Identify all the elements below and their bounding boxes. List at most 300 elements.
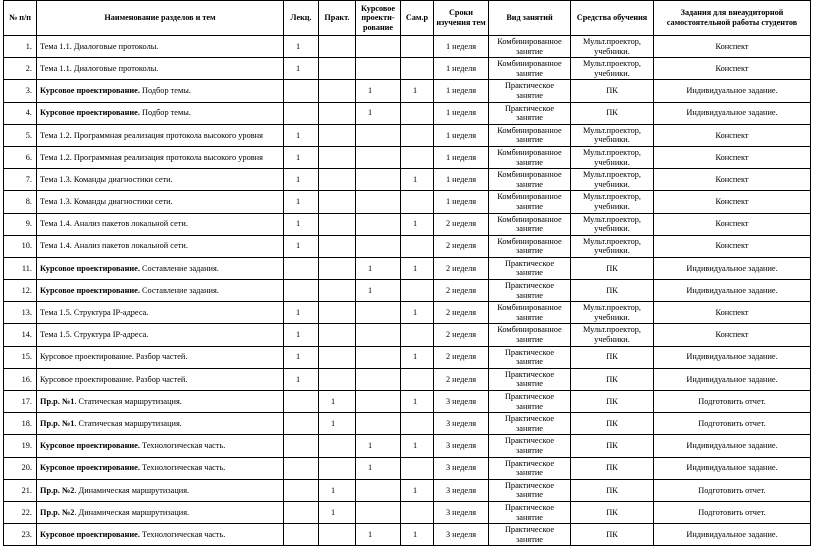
row-number: 16.	[4, 368, 37, 390]
row-topic-text: Тема 1.3. Команды диагностики сети.	[40, 174, 173, 184]
row-number: 20.	[4, 457, 37, 479]
row-means: ПК	[571, 368, 654, 390]
row-topic-text: Технологическая часть.	[139, 529, 226, 539]
row-term: 3 неделя	[434, 457, 489, 479]
row-lesson-type: Комбинированное занятие	[489, 213, 571, 235]
row-task: Индивидуальное задание.	[654, 257, 811, 279]
row-course-hours	[356, 324, 401, 346]
row-pract-hours	[319, 435, 356, 457]
row-lesson-type: Комбинированное занятие	[489, 191, 571, 213]
row-topic-bold: Курсовое проектирование.	[40, 285, 140, 295]
row-means: ПК	[571, 501, 654, 523]
row-means: Мульт.проектор, учебники.	[571, 58, 654, 80]
row-lesson-type: Практическое занятие	[489, 368, 571, 390]
table-row	[4, 479, 811, 501]
row-topic	[37, 191, 284, 213]
row-self-hours: 1	[401, 169, 434, 191]
row-term: 2 неделя	[434, 368, 489, 390]
row-term: 1 неделя	[434, 36, 489, 58]
row-number: 6.	[4, 146, 37, 168]
row-number: 4.	[4, 102, 37, 124]
table-row	[4, 413, 811, 435]
header-course: Курсовое проекти-рование	[356, 1, 401, 36]
row-task: Конспект	[654, 302, 811, 324]
row-topic-text: Курсовое проектирование. Разбор частей.	[40, 352, 188, 362]
schedule-table	[3, 0, 811, 546]
schedule-sheet	[3, 0, 811, 546]
row-pract-hours	[319, 324, 356, 346]
row-number: 2.	[4, 58, 37, 80]
row-topic-text: Подбор темы.	[139, 86, 191, 96]
row-lect-hours	[284, 80, 319, 102]
row-term: 1 неделя	[434, 146, 489, 168]
row-means: Мульт.проектор, учебники.	[571, 191, 654, 213]
table-row	[4, 346, 811, 368]
row-lesson-type: Практическое занятие	[489, 102, 571, 124]
row-lesson-type: Практическое занятие	[489, 346, 571, 368]
row-topic-bold: Курсовое проектирование.	[40, 529, 140, 539]
row-topic	[37, 457, 284, 479]
row-topic-text: Курсовое проектирование. Разбор частей.	[40, 374, 188, 384]
row-self-hours	[401, 102, 434, 124]
row-lect-hours: 1	[284, 213, 319, 235]
row-self-hours	[401, 58, 434, 80]
row-lect-hours	[284, 257, 319, 279]
row-topic-bold: Пр.р. №1	[40, 396, 75, 406]
row-self-hours	[401, 501, 434, 523]
row-term: 3 неделя	[434, 391, 489, 413]
row-lesson-type: Комбинированное занятие	[489, 58, 571, 80]
row-course-hours	[356, 368, 401, 390]
row-term: 3 неделя	[434, 435, 489, 457]
row-lect-hours	[284, 479, 319, 501]
row-lect-hours	[284, 391, 319, 413]
row-number: 5.	[4, 124, 37, 146]
row-pract-hours: 1	[319, 391, 356, 413]
row-course-hours: 1	[356, 457, 401, 479]
row-pract-hours	[319, 102, 356, 124]
row-course-hours: 1	[356, 435, 401, 457]
row-topic	[37, 501, 284, 523]
row-number: 7.	[4, 169, 37, 191]
row-course-hours	[356, 501, 401, 523]
row-term: 3 неделя	[434, 524, 489, 546]
row-topic-text: Тема 1.1. Диалоговые протоколы.	[40, 41, 159, 51]
row-topic-text: Тема 1.4. Анализ пакетов локальной сети.	[40, 241, 188, 251]
row-means: ПК	[571, 80, 654, 102]
row-topic-text: Составление задания.	[139, 263, 219, 273]
row-topic	[37, 435, 284, 457]
row-course-hours	[356, 302, 401, 324]
table-row	[4, 257, 811, 279]
row-topic-text: Технологическая часть.	[139, 441, 226, 451]
table-row	[4, 501, 811, 523]
table-row	[4, 36, 811, 58]
table-row	[4, 58, 811, 80]
row-topic-bold: Пр.р. №2	[40, 485, 75, 495]
row-pract-hours	[319, 146, 356, 168]
row-term: 2 неделя	[434, 280, 489, 302]
row-term: 2 неделя	[434, 213, 489, 235]
table-row	[4, 191, 811, 213]
row-topic-text: Тема 1.2. Программная реализация протокола высокого уровня	[40, 130, 263, 140]
row-topic-bold: Пр.р. №1	[40, 418, 75, 428]
row-term: 2 неделя	[434, 257, 489, 279]
row-number: 1.	[4, 36, 37, 58]
row-topic	[37, 302, 284, 324]
row-course-hours	[356, 346, 401, 368]
row-lect-hours	[284, 457, 319, 479]
row-pract-hours	[319, 302, 356, 324]
row-number: 18.	[4, 413, 37, 435]
row-topic	[37, 124, 284, 146]
row-lect-hours: 1	[284, 368, 319, 390]
row-number: 10.	[4, 235, 37, 257]
row-task: Подготовить отчет.	[654, 501, 811, 523]
row-lesson-type: Комбинированное занятие	[489, 324, 571, 346]
row-pract-hours	[319, 280, 356, 302]
row-task: Индивидуальное задание.	[654, 457, 811, 479]
row-self-hours: 1	[401, 213, 434, 235]
table-row	[4, 80, 811, 102]
row-term: 1 неделя	[434, 58, 489, 80]
row-lect-hours: 1	[284, 36, 319, 58]
row-pract-hours	[319, 346, 356, 368]
row-lect-hours	[284, 280, 319, 302]
row-lect-hours: 1	[284, 169, 319, 191]
row-means: ПК	[571, 280, 654, 302]
row-self-hours: 1	[401, 435, 434, 457]
row-lect-hours: 1	[284, 235, 319, 257]
row-topic	[37, 524, 284, 546]
row-topic-bold: Курсовое проектирование.	[40, 441, 140, 451]
row-means: Мульт.проектор, учебники.	[571, 124, 654, 146]
row-course-hours: 1	[356, 102, 401, 124]
row-self-hours	[401, 413, 434, 435]
row-means: Мульт.проектор, учебники.	[571, 213, 654, 235]
row-lect-hours	[284, 524, 319, 546]
table-row	[4, 213, 811, 235]
row-self-hours	[401, 124, 434, 146]
row-topic-text: Тема 1.5. Структура IP-адреса.	[40, 330, 149, 340]
row-course-hours: 1	[356, 257, 401, 279]
row-term: 1 неделя	[434, 102, 489, 124]
row-number: 3.	[4, 80, 37, 102]
table-row	[4, 391, 811, 413]
row-pract-hours: 1	[319, 501, 356, 523]
row-task: Подготовить отчет.	[654, 413, 811, 435]
header-terms: Сроки изучения тем	[434, 1, 489, 36]
table-row	[4, 124, 811, 146]
row-term: 2 неделя	[434, 235, 489, 257]
row-lect-hours: 1	[284, 346, 319, 368]
row-topic	[37, 235, 284, 257]
row-term: 3 неделя	[434, 413, 489, 435]
row-number: 13.	[4, 302, 37, 324]
row-self-hours: 1	[401, 80, 434, 102]
row-lesson-type: Комбинированное занятие	[489, 302, 571, 324]
row-lesson-type: Практическое занятие	[489, 479, 571, 501]
row-topic	[37, 102, 284, 124]
row-lesson-type: Комбинированное занятие	[489, 146, 571, 168]
row-lect-hours	[284, 102, 319, 124]
table-row	[4, 280, 811, 302]
row-task: Конспект	[654, 324, 811, 346]
row-self-hours	[401, 280, 434, 302]
row-topic	[37, 413, 284, 435]
row-task: Конспект	[654, 36, 811, 58]
row-pract-hours: 1	[319, 479, 356, 501]
row-self-hours	[401, 191, 434, 213]
row-term: 2 неделя	[434, 346, 489, 368]
row-pract-hours	[319, 257, 356, 279]
table-row	[4, 524, 811, 546]
row-task: Конспект	[654, 213, 811, 235]
header-self: Сам.р	[401, 1, 434, 36]
header-tasks: Задания для внеаудиторной самостоятельной работы студентов	[654, 1, 811, 36]
row-topic	[37, 479, 284, 501]
row-lect-hours: 1	[284, 58, 319, 80]
row-task: Конспект	[654, 124, 811, 146]
row-topic-text: . Динамическая маршрутизация.	[74, 485, 190, 495]
row-means: Мульт.проектор, учебники.	[571, 36, 654, 58]
row-task: Индивидуальное задание.	[654, 435, 811, 457]
row-topic	[37, 36, 284, 58]
row-lect-hours	[284, 413, 319, 435]
row-topic	[37, 257, 284, 279]
row-pract-hours	[319, 235, 356, 257]
row-means: Мульт.проектор, учебники.	[571, 302, 654, 324]
row-lesson-type: Комбинированное занятие	[489, 124, 571, 146]
row-topic-text: Тема 1.3. Команды диагностики сети.	[40, 197, 173, 207]
row-course-hours: 1	[356, 80, 401, 102]
row-lesson-type: Практическое занятие	[489, 435, 571, 457]
row-pract-hours	[319, 169, 356, 191]
row-task: Индивидуальное задание.	[654, 524, 811, 546]
row-number: 15.	[4, 346, 37, 368]
row-pract-hours	[319, 213, 356, 235]
row-topic	[37, 280, 284, 302]
row-topic-text: Тема 1.5. Структура IP-адреса.	[40, 308, 149, 318]
row-number: 9.	[4, 213, 37, 235]
row-number: 11.	[4, 257, 37, 279]
row-course-hours	[356, 58, 401, 80]
row-task: Индивидуальное задание.	[654, 102, 811, 124]
row-course-hours	[356, 235, 401, 257]
row-number: 8.	[4, 191, 37, 213]
table-row	[4, 169, 811, 191]
row-task: Индивидуальное задание.	[654, 368, 811, 390]
row-pract-hours	[319, 457, 356, 479]
row-lesson-type: Практическое занятие	[489, 501, 571, 523]
row-topic-bold: Курсовое проектирование.	[40, 463, 140, 473]
row-means: ПК	[571, 102, 654, 124]
row-means: Мульт.проектор, учебники.	[571, 324, 654, 346]
row-lect-hours: 1	[284, 324, 319, 346]
row-topic-text: Тема 1.4. Анализ пакетов локальной сети.	[40, 219, 188, 229]
row-means: ПК	[571, 346, 654, 368]
row-self-hours: 1	[401, 257, 434, 279]
row-task: Индивидуальное задание.	[654, 346, 811, 368]
row-task: Индивидуальное задание.	[654, 80, 811, 102]
header-lect: Лекц.	[284, 1, 319, 36]
row-topic	[37, 213, 284, 235]
row-means: ПК	[571, 413, 654, 435]
row-course-hours	[356, 36, 401, 58]
row-term: 3 неделя	[434, 501, 489, 523]
row-topic-text: Технологическая часть.	[139, 463, 226, 473]
row-topic-text: . Статическая маршрутизация.	[74, 418, 182, 428]
table-row	[4, 146, 811, 168]
row-course-hours	[356, 391, 401, 413]
table-row	[4, 435, 811, 457]
row-pract-hours	[319, 58, 356, 80]
row-course-hours	[356, 124, 401, 146]
row-lesson-type: Практическое занятие	[489, 280, 571, 302]
row-topic	[37, 391, 284, 413]
row-topic	[37, 169, 284, 191]
row-task: Конспект	[654, 191, 811, 213]
row-task: Подготовить отчет.	[654, 479, 811, 501]
row-task: Конспект	[654, 235, 811, 257]
row-means: Мульт.проектор, учебники.	[571, 146, 654, 168]
row-task: Конспект	[654, 146, 811, 168]
row-course-hours: 1	[356, 280, 401, 302]
row-self-hours	[401, 36, 434, 58]
row-means: ПК	[571, 391, 654, 413]
row-lesson-type: Практическое занятие	[489, 457, 571, 479]
row-topic	[37, 58, 284, 80]
row-means: ПК	[571, 435, 654, 457]
row-lesson-type: Практическое занятие	[489, 80, 571, 102]
row-lect-hours	[284, 501, 319, 523]
row-lesson-type: Практическое занятие	[489, 257, 571, 279]
row-self-hours: 1	[401, 391, 434, 413]
row-means: Мульт.проектор, учебники.	[571, 235, 654, 257]
schedule-body	[4, 36, 811, 546]
row-topic-bold: Пр.р. №2	[40, 507, 75, 517]
row-topic-text: Тема 1.2. Программная реализация протокола высокого уровня	[40, 152, 263, 162]
row-means: ПК	[571, 524, 654, 546]
row-topic-text: Подбор темы.	[139, 108, 191, 118]
row-course-hours	[356, 146, 401, 168]
row-term: 1 неделя	[434, 191, 489, 213]
row-pract-hours	[319, 191, 356, 213]
row-topic-text: Составление задания.	[139, 285, 219, 295]
row-course-hours	[356, 479, 401, 501]
row-self-hours	[401, 457, 434, 479]
row-topic-bold: Курсовое проектирование.	[40, 86, 140, 96]
row-number: 21.	[4, 479, 37, 501]
row-lect-hours: 1	[284, 302, 319, 324]
row-pract-hours	[319, 36, 356, 58]
row-topic-text: Тема 1.1. Диалоговые протоколы.	[40, 63, 159, 73]
row-number: 22.	[4, 501, 37, 523]
header-pract: Практ.	[319, 1, 356, 36]
row-topic-text: . Статическая маршрутизация.	[74, 396, 182, 406]
row-number: 12.	[4, 280, 37, 302]
row-means: ПК	[571, 479, 654, 501]
row-self-hours	[401, 324, 434, 346]
row-pract-hours	[319, 124, 356, 146]
row-lesson-type: Комбинированное занятие	[489, 36, 571, 58]
row-pract-hours: 1	[319, 413, 356, 435]
row-topic	[37, 80, 284, 102]
row-topic-bold: Курсовое проектирование.	[40, 108, 140, 118]
row-task: Конспект	[654, 58, 811, 80]
row-topic	[37, 368, 284, 390]
row-course-hours	[356, 191, 401, 213]
row-pract-hours	[319, 368, 356, 390]
row-topic	[37, 346, 284, 368]
row-course-hours	[356, 169, 401, 191]
row-number: 17.	[4, 391, 37, 413]
row-term: 1 неделя	[434, 80, 489, 102]
row-self-hours	[401, 368, 434, 390]
table-row	[4, 302, 811, 324]
row-task: Конспект	[654, 169, 811, 191]
row-term: 3 неделя	[434, 479, 489, 501]
row-self-hours: 1	[401, 479, 434, 501]
row-lect-hours: 1	[284, 146, 319, 168]
row-self-hours	[401, 146, 434, 168]
table-row	[4, 102, 811, 124]
row-self-hours	[401, 235, 434, 257]
row-means: ПК	[571, 257, 654, 279]
header-name: Наименование разделов и тем	[37, 1, 284, 36]
table-row	[4, 457, 811, 479]
row-lesson-type: Комбинированное занятие	[489, 169, 571, 191]
row-course-hours	[356, 213, 401, 235]
table-row	[4, 324, 811, 346]
table-row	[4, 368, 811, 390]
row-means: ПК	[571, 457, 654, 479]
row-term: 1 неделя	[434, 169, 489, 191]
row-self-hours: 1	[401, 346, 434, 368]
row-pract-hours	[319, 80, 356, 102]
row-pract-hours	[319, 524, 356, 546]
row-course-hours	[356, 413, 401, 435]
row-topic	[37, 146, 284, 168]
row-lect-hours: 1	[284, 191, 319, 213]
row-term: 2 неделя	[434, 324, 489, 346]
row-number: 14.	[4, 324, 37, 346]
row-topic	[37, 324, 284, 346]
row-course-hours: 1	[356, 524, 401, 546]
row-number: 23.	[4, 524, 37, 546]
row-lect-hours	[284, 435, 319, 457]
row-self-hours: 1	[401, 302, 434, 324]
row-means: Мульт.проектор, учебники.	[571, 169, 654, 191]
row-lesson-type: Практическое занятие	[489, 413, 571, 435]
row-task: Индивидуальное задание.	[654, 280, 811, 302]
header-type: Вид занятий	[489, 1, 571, 36]
row-term: 1 неделя	[434, 124, 489, 146]
row-lesson-type: Комбинированное занятие	[489, 235, 571, 257]
row-topic-text: . Динамическая маршрутизация.	[74, 507, 190, 517]
row-number: 19.	[4, 435, 37, 457]
row-lesson-type: Практическое занятие	[489, 391, 571, 413]
row-topic-bold: Курсовое проектирование.	[40, 263, 140, 273]
row-self-hours: 1	[401, 524, 434, 546]
row-term: 2 неделя	[434, 302, 489, 324]
header-means: Средства обучения	[571, 1, 654, 36]
header-row	[4, 1, 811, 36]
header-num: № п/п	[4, 1, 37, 36]
row-lesson-type: Практическое занятие	[489, 524, 571, 546]
row-task: Подготовить отчет.	[654, 391, 811, 413]
row-lect-hours: 1	[284, 124, 319, 146]
